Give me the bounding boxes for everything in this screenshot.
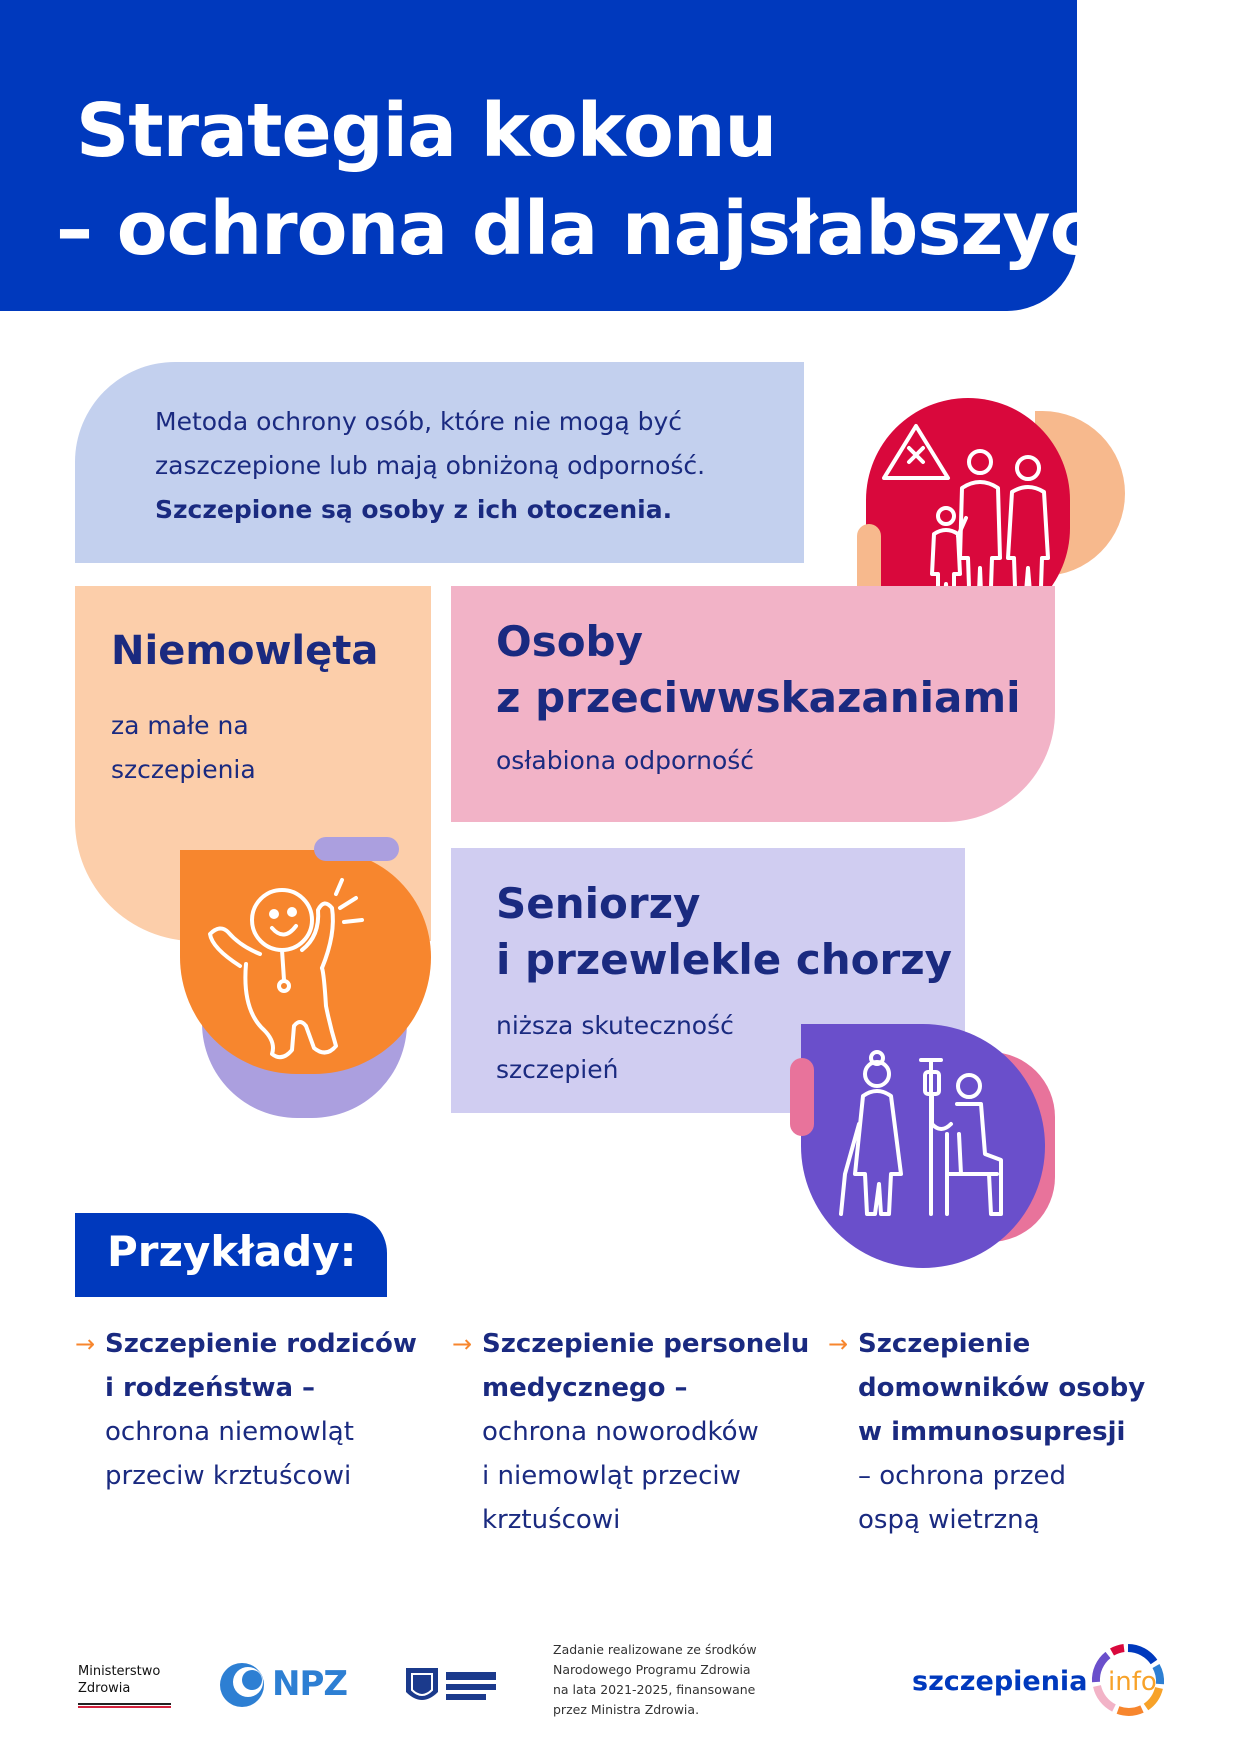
funding-note-line3: na lata 2021-2025, finansowane [553,1682,756,1697]
infants-title: Niemowlęta [111,628,379,674]
baby-circle-tab [314,837,399,861]
brand-logo-text: szczepienia [912,1666,1088,1697]
intro-line3: Szczepione są osoby z ich otoczenia. [155,495,673,524]
header-banner [0,0,1145,311]
baby-circle [180,850,431,1074]
contraindications-title [496,614,1021,726]
seniors-subtitle-line2: szczepień [496,1055,619,1084]
intro-box [75,362,804,563]
infants-subtitle-line2: szczepienia [111,755,256,784]
example-1-line2: i rodzeństwa – [105,1373,316,1403]
infants-subtitle-line1: za małe na [111,711,249,740]
baby-icon [180,850,431,1074]
contraindications-title-line1: Osoby [496,617,643,666]
ministry-logo [78,1663,160,1697]
contraindications-subtitle: osłabiona odporność [496,746,755,775]
arrow-right-icon: → [75,1330,96,1358]
ministry-logo-line1: Ministerstwo [78,1664,161,1679]
example-3-line5: ospą wietrzną [858,1505,1040,1535]
arrow-right-icon: → [828,1330,849,1358]
npz-logo-text: NPZ [272,1664,348,1704]
page-title-line2: – ochrona dla najsłabszych [56,186,1145,272]
ministry-flag-icon [78,1703,171,1708]
example-3-line1: Szczepienie [858,1329,1031,1359]
example-3-line2: domowników osoby [858,1373,1146,1403]
funding-note-line4: przez Ministra Zdrowia. [553,1702,700,1717]
seniors-title-line1: Seniorzy [496,879,701,928]
seniors-title-line2: i przewlekle chorzy [496,935,953,984]
seniors-circle [801,1024,1045,1268]
example-2-line1: Szczepienie personelu [482,1329,810,1359]
example-2-line3: ochrona noworodków [482,1417,759,1447]
examples-title: Przykłady: [107,1227,357,1276]
example-1-line1: Szczepienie rodziców [105,1329,417,1359]
seniors-circle-tab [790,1058,814,1136]
seniors-subtitle [496,1004,734,1092]
example-2-line2: medycznego – [482,1373,688,1403]
example-2-line5: krztuścowi [482,1505,621,1535]
example-3-line4: – ochrona przed [858,1461,1066,1491]
infants-subtitle [111,704,256,792]
seniors-title [496,876,952,988]
example-2-line4: i niemowląt przeciw [482,1461,741,1491]
page-title-line1: Strategia kokonu [76,88,777,174]
intro-line1: Metoda ochrony osób, które nie mogą być [155,407,683,436]
example-1-line3: ochrona niemowląt [105,1417,354,1447]
contraindications-card [451,586,1055,822]
brand-logo-suffix: info [1108,1667,1157,1697]
contraindications-title-line2: z przeciwwskazaniami [496,673,1021,722]
ministry-logo-line2: Zdrowia [78,1681,131,1696]
example-3-line3: w immunosupresji [858,1417,1126,1447]
security-agency-logo-icon [402,1662,502,1710]
funding-note-line1: Zadanie realizowane ze środków [553,1642,757,1657]
senior-patient-icon [801,1024,1045,1268]
funding-note [553,1640,757,1720]
examples-heading [75,1213,387,1297]
seniors-subtitle-line1: niższa skuteczność [496,1011,734,1040]
funding-note-line2: Narodowego Programu Zdrowia [553,1662,751,1677]
intro-line2: zaszczepione lub mają obniżoną odporność. [155,451,706,480]
example-1-line4: przeciw krztuścowi [105,1461,352,1491]
arrow-right-icon: → [452,1330,473,1358]
